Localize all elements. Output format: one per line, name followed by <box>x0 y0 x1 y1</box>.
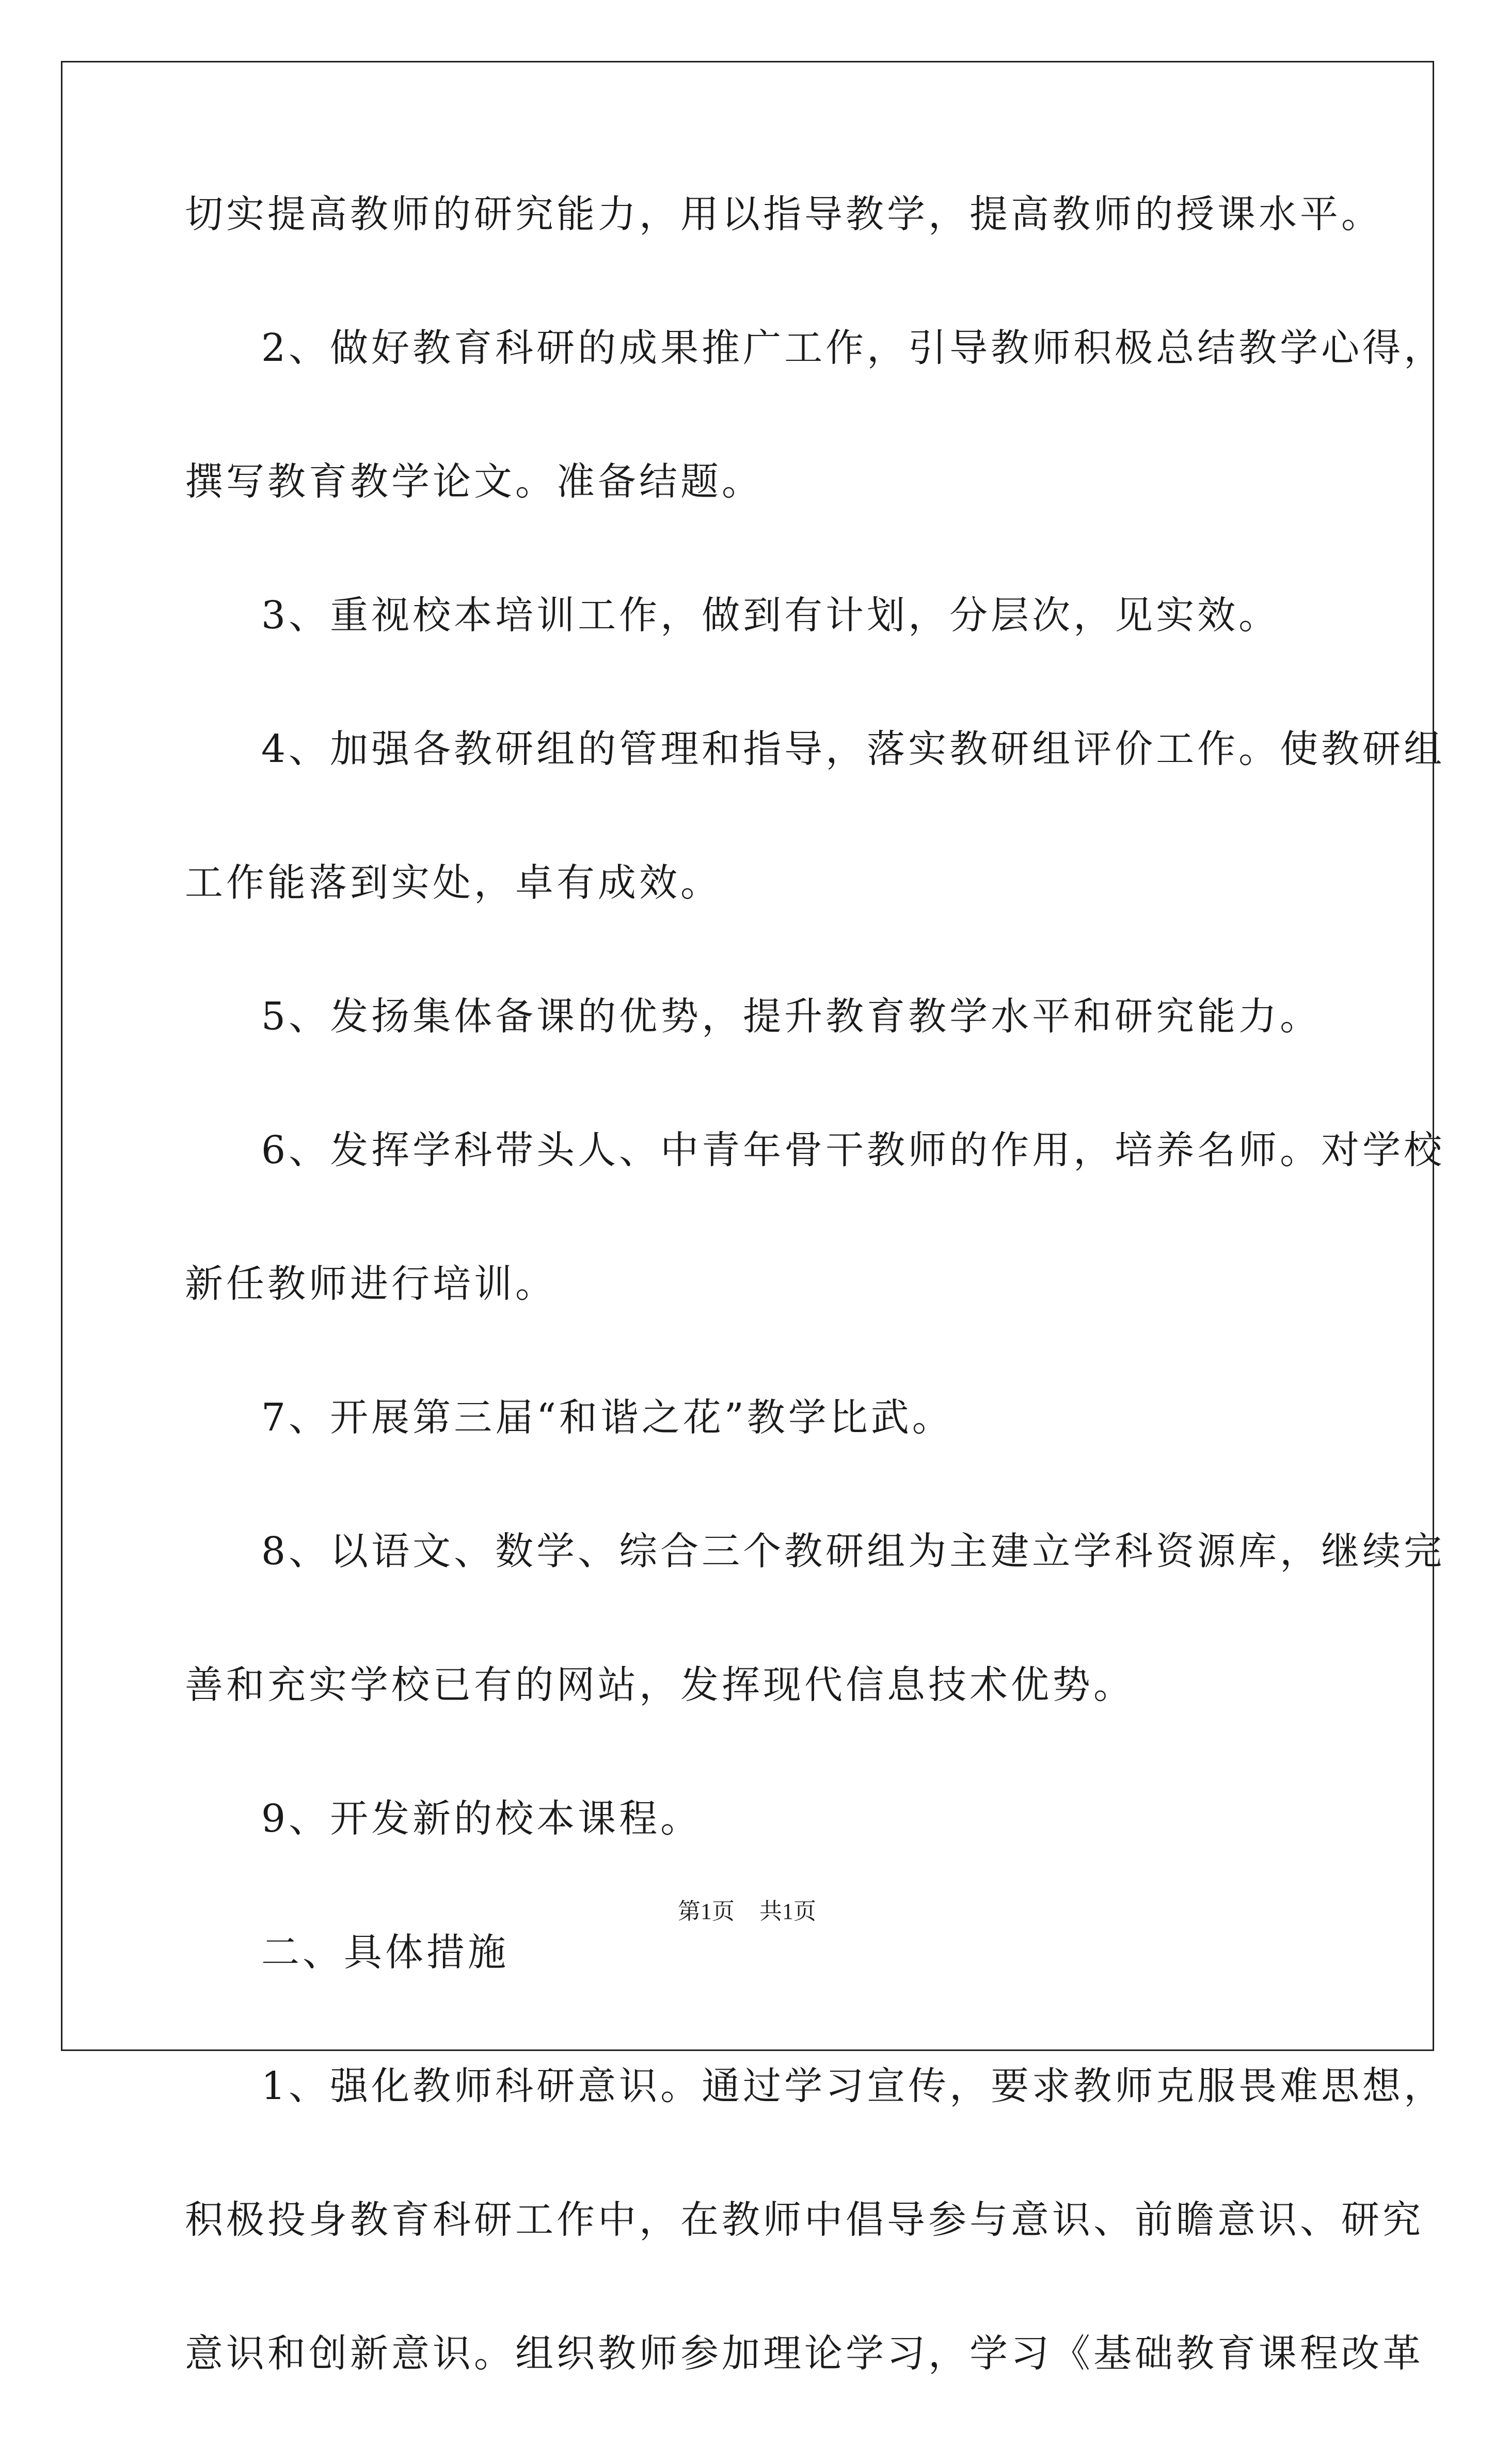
text-line-3: 撰写教育教学论文。准备结题。 <box>185 459 763 504</box>
text-line-12: 善和充实学校已有的网站，发挥现代信息技术优势。 <box>185 1663 1135 1707</box>
text-line-1: 切实提高教师的研究能力，用以指导教学，提高教师的授课水平。 <box>185 192 1382 236</box>
text-line-17: 意识和创新意识。组织教师参加理论学习，学习《基础教育课程改革 <box>185 2331 1424 2376</box>
text-line-8: 6、发挥学科带头人、中青年骨干教师的作用，培养名师。对学校 <box>261 1128 1445 1172</box>
text-line-5: 4、加强各教研组的管理和指导，落实教研组评价工作。使教研组 <box>261 727 1445 771</box>
text-line-9: 新任教师进行培训。 <box>185 1262 557 1306</box>
text-line-15: 1、强化教师科研意识。通过学习宣传，要求教师克服畏难思想， <box>261 2064 1445 2108</box>
text-line-10: 7、开展第三届“和谐之花”教学比武。 <box>261 1395 953 1440</box>
text-line-16: 积极投身教育科研工作中，在教师中倡导参与意识、前瞻意识、研究 <box>185 2198 1424 2242</box>
text-line-6: 工作能落到实处，卓有成效。 <box>185 861 722 905</box>
page-number-current: 第1页 <box>678 1899 735 1924</box>
text-line-2: 2、做好教育科研的成果推广工作，引导教师积极总结教学心得， <box>261 326 1445 370</box>
text-line-11: 8、以语文、数学、综合三个教研组为主建立学科资源库，继续完 <box>261 1529 1445 1573</box>
text-line-4: 3、重视校本培训工作，做到有计划，分层次，见实效。 <box>261 593 1280 638</box>
page-number-total: 共1页 <box>759 1899 816 1924</box>
document-body <box>185 191 1445 2464</box>
page-footer <box>0 1897 1494 1926</box>
text-line-7: 5、发扬集体备课的优势，提升教育教学水平和研究能力。 <box>261 994 1322 1039</box>
section-heading: 二、具体措施 <box>261 1930 509 1975</box>
text-line-13: 9、开发新的校本课程。 <box>261 1797 702 1841</box>
